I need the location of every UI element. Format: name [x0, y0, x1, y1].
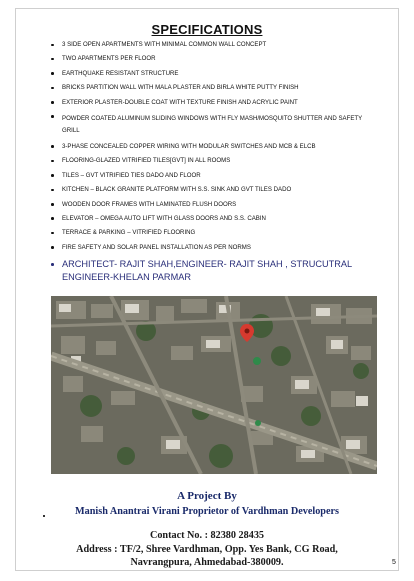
- developer-name: Manish Anantrai Virani Proprietor of Vardhman Developers: [75, 506, 339, 517]
- page-title: SPECIFICATIONS: [151, 22, 263, 37]
- specifications-list: [50, 41, 380, 291]
- address-line-2: Navrangpura, Ahmedabad-380009.: [130, 557, 284, 568]
- contact-number: Contact No. : 82380 28435: [149, 530, 265, 541]
- spec-item: ELEVATOR – OMEGA AUTO LIFT WITH GLASS DOORS AND S.S. CABIN: [50, 215, 380, 222]
- project-by-text: A Project By: [177, 490, 237, 502]
- spec-item: WOODEN DOOR FRAMES WITH LAMINATED FLUSH DOORS: [50, 201, 380, 208]
- spec-item: TWO APARTMENTS PER FLOOR: [50, 55, 380, 62]
- satellite-map-image: [51, 296, 377, 474]
- spec-item: BRICKS PARTITION WALL WITH MALA PLASTER AND BIRLA WHITE PUTTY FINISH: [50, 84, 380, 91]
- stray-mark: [43, 515, 45, 517]
- spec-item: 3 SIDE OPEN APARTMENTS WITH MINIMAL COMMON WALL CONCEPT: [50, 41, 380, 48]
- spec-item: KITCHEN – BLACK GRANITE PLATFORM WITH S.S. SINK AND GVT TILES DADO: [50, 186, 380, 193]
- spec-item: EARTHQUAKE RESISTANT STRUCTURE: [50, 70, 380, 77]
- address-line-1: Address : TF/2, Shree Vardhman, Opp. Yes Bank, CG Road,: [76, 544, 338, 555]
- spec-item: FIRE SAFETY AND SOLAR PANEL INSTALLATION AS PER NORMS: [50, 244, 380, 251]
- spec-item: 3-PHASE CONCEALED COPPER WIRING WITH MODULAR SWITCHES AND MCB & ELCB: [50, 143, 380, 150]
- satellite-map: [51, 296, 377, 474]
- page-number: 5: [392, 559, 396, 566]
- architect-credits: ARCHITECT- RAJIT SHAH,ENGINEER- RAJIT SHAH , STRUCUTRAL ENGINEER-KHELAN PARMAR: [50, 258, 380, 284]
- spec-item: EXTERIOR PLASTER-DOUBLE COAT WITH TEXTURE FINISH AND ACRYLIC PAINT: [50, 99, 380, 106]
- spec-item: POWDER COATED ALUMINUM SLIDING WINDOWS WITH FLY MASH/MOSQUITO SHUTTER AND SAFETY GRILL: [50, 113, 380, 137]
- spec-item: TERRACE & PARKING – VITRIFIED FLOORING: [50, 229, 380, 236]
- spec-item: TILES – GVT VITRIFIED TIES DADO AND FLOOR: [50, 172, 380, 179]
- spec-item: FLOORING-GLAZED VITRIFIED TILES[GVT] IN ALL ROOMS: [50, 157, 380, 164]
